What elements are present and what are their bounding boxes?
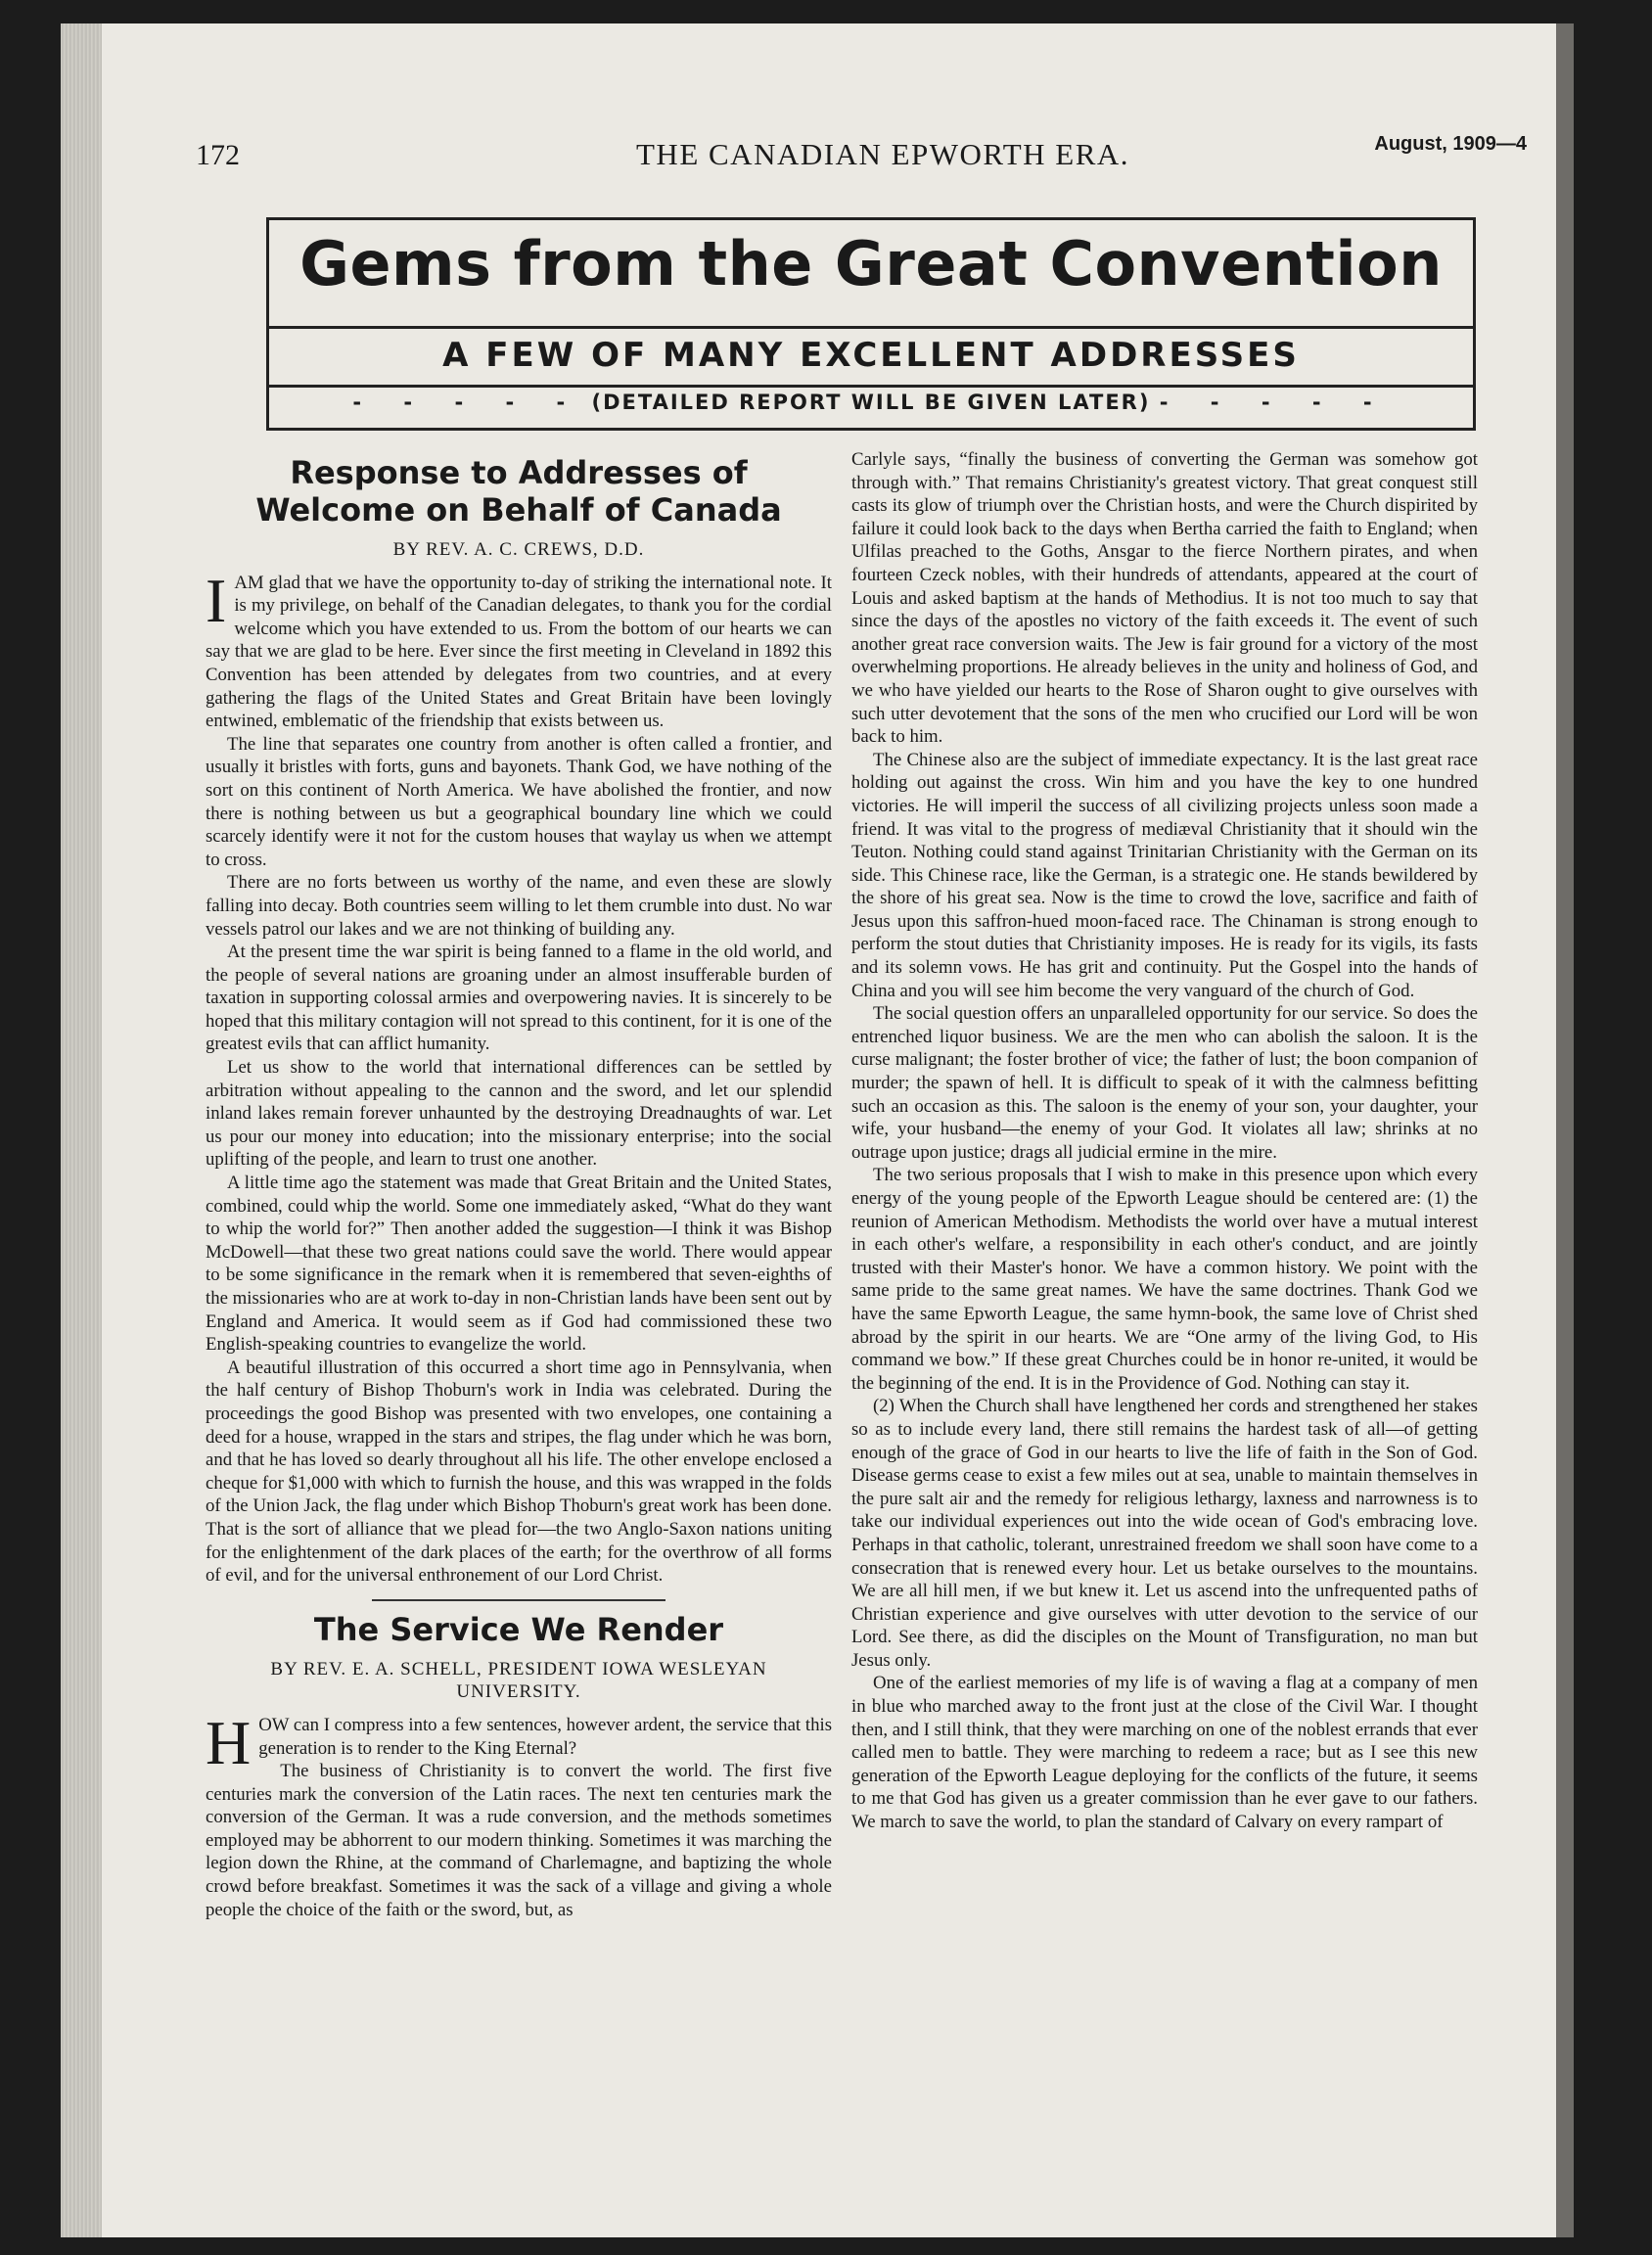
running-header bbox=[196, 133, 1527, 176]
article1-paragraph: The line that separates one country from another is often called a frontier, and usually it bristles with forts, guns and bayonets. Thank God, we have nothing of the sort on this continent of North America. We have abolished the frontier, and now there is nothing between us but a geographical boundary line which we could scarcely identify were it not for the custom houses that waylay us when we attempt to cross. bbox=[206, 733, 832, 870]
banner-subtitle: A FEW OF MANY EXCELLENT ADDRESSES bbox=[442, 336, 1300, 375]
article2-byline: BY REV. E. A. SCHELL, PRESIDENT IOWA WESLEYAN UNIVERSITY. bbox=[270, 1658, 767, 1703]
article2-paragraph: The Chinese also are the subject of immediate expectancy. It is the last great race holding out against the cross. Win him and you have the key to one hundred victories. He will imperil the success of all civilizing projects unless soon made a friend. It was vital to the progress of mediæval Christianity that it should win the Teuton. Nothing could stand against Trinitarian Christianity with the German on its side. This Chinese race, like the German, is a strategic one. He stands bewildered by the shore of his great sea. Now is the time to crowd the love, sacrifice and faith of Jesus upon this saffron-hued moon-faced race. The Chinaman is strong enough to perform the stout duties that Christianity imposes. He is ready for its vigils, its fasts and its solemn vows. He has grit and continuity. Put the Gospel into the hands of China and you will see him become the very vanguard of the church of God. bbox=[851, 749, 1478, 1001]
binding-edge bbox=[61, 23, 102, 2237]
dropcap: H bbox=[206, 1707, 252, 1777]
article1-paragraph: A little time ago the statement was made that Great Britain and the United States, combined, could whip the world. Some one immediately asked, “What do they want to whip the world for?” Then another added the suggestion—I think it was Bishop McDowell—that these two great nations could save the world. There would appear to be some significance in the remark when it is remembered that seven-eighths of the missionaries who are at work to-day in non-Christian lands have been sent out by England and America. It would seem as if God had commissioned these two English-speaking countries to evangelize the world. bbox=[206, 1173, 832, 1356]
page-edge-shadow bbox=[1556, 23, 1574, 2237]
article1-paragraph: At the present time the war spirit is being fanned to a flame in the old world, and the people of several nations are groaning under an almost insufferable burden of taxation in supporting colossal armies and overpowering navies. It is sincerely to be hoped that this military contagion will not spread to this continent, for it is one of the greatest evils that can afflict humanity. bbox=[206, 942, 832, 1055]
article1-title: Response to Addresses of Welcome on Behalf of Canada bbox=[255, 454, 782, 529]
article2-paragraph: (2) When the Church shall have lengthened her cords and strengthened her stakes so as to include every land, there still remains the hardest task of all—of getting enough of the grace of God in our hearts to live the life of faith in the Son of God. Disease germs cease to exist a few miles out at sea, unable to maintain themselves in the pure salt air and the remedy for religious lethargy, laxness and narrowness is to take our individual experiences out into the wide ocean of God's embracing love. Perhaps in that catholic, tolerant, unrestrained freedom we shall soon have come to a consecration that is renewed every hour. Let us betake ourselves to the mountains. We are all hill men, if we but knew it. Let us ascend into the unfrequented paths of Christian experience and give ourselves with utter devotion to the service of our Lord. See there, as did the disciples on the Mount of Transfiguration, no man but Jesus only. bbox=[851, 1396, 1478, 1671]
banner-title: Gems from the Great Convention bbox=[299, 228, 1443, 299]
article2-paragraph: HOW can I compress into a few sentences, however ardent, the service that this generation is to render to the King Eternal? bbox=[206, 1707, 832, 1777]
banner-dots-left: - - - - - bbox=[352, 391, 583, 414]
article1-paragraph: Let us show to the world that international differences can be settled by arbitration without appealing to the cannon and the sword, and let our splendid inland lakes remain forever unhaunted by the destroying Dreadnaughts of war. Let us pour our money into education; into the missionary enterprise; into the social uplifting of the people, and learn to trust one another. bbox=[206, 1057, 832, 1171]
running-title: THE CANADIAN EPWORTH ERA. bbox=[636, 137, 1130, 171]
article2-paragraph: The business of Christianity is to convert the world. The first five centuries mark the conversion of the Latin races. The next ten centuries mark the conversion of the German. It was a rude conversion, and the methods sometimes employed may be abhorrent to our modern thinking. Sometimes it was marching the legion down the Rhine, at the command of Charlemagne, and baptizing the whole crowd before breakfast. Sometimes it was the sack of a village and giving a whole people the choice of the faith or the sword, but, as bbox=[206, 1761, 832, 1920]
article2-paragraph: Carlyle says, “finally the business of converting the German was somehow got through with.” That remains Christianity's greatest victory. That great conquest still casts its glow of triumph over the Christian hosts, and were the Church dispirited by failure it could look back to the days when Bertha carried the faith to England; when Ulfilas preached to the Goths, Ansgar to the fierce Northern pirates, and when fourteen Czeck nobles, with their hundreds of attendants, appeared at the court of Louis and asked baptism at the hands of Methodius. It is not too much to say that since the days of the apostles no victory of the faith exceeds it. The event of such another great race conversion waits. The Jew is fair ground for a victory of the most overwhelming proportions. He already believes in the unity and holiness of God, and we who have yielded our hearts to the Rose of Sharon ought to give ourselves with such utter devotement that the sons of the men who crucified our Lord will be won back to him. bbox=[851, 449, 1478, 748]
banner-rule bbox=[269, 385, 1473, 388]
left-column bbox=[206, 448, 832, 2210]
article2-paragraph: The two serious proposals that I wish to make in this presence upon which every energy of the young people of the Epworth League should be centered are: (1) the reunion of American Methodism. Methodists the world over have a mutual interest in each other's welfare, a responsibility in each other's conduct, and are jointly trusted with their Master's honor. We have a common history. We point with the same pride to the same great names. We have the same doctrines. Thank God we have the same Epworth League, the same hymn-book, the same love of Christ shed abroad by the spirit in our hearts. We are “One army of the living God, to His command we bow.” If these great Churches could be in honor re-united, it would be the beginning of the end. It is in the Providence of God. Nothing can stay it. bbox=[851, 1165, 1478, 1394]
dropcap: I bbox=[206, 565, 227, 635]
banner-note-line bbox=[269, 391, 1473, 414]
article1-paragraph: A beautiful illustration of this occurred a short time ago in Pennsylvania, when the half century of Bishop Thoburn's work in India was celebrated. During the proceedings the good Bishop was presented with two envelopes, one containing a deed for a house, wrapped in the stars and stripes, the flag under which he was born, and that he has loved so dearly throughout all his life. The other envelope enclosed a cheque for $1,000 with which to furnish the house, and this was wrapped in the folds of the Union Jack, the flag under which Bishop Thoburn's great work has been done. That is the sort of alliance that we plead for—the two Anglo-Saxon nations uniting for the enlightenment of the dark places of the earth; for the overthrow of all forms of evil, and for the universal enthronement of our Lord Christ. bbox=[206, 1357, 832, 1587]
banner-rule bbox=[269, 326, 1473, 329]
banner-dots-right: - - - - - bbox=[1159, 391, 1390, 414]
article2-paragraph: The social question offers an unparalleled opportunity for our service. So does the entrenched liquor business. We are the men who can abolish the saloon. It is the curse malignant; the foster brother of vice; the father of lust; the boon companion of murder; the spawn of hell. It is difficult to speak of it with the calmness befitting such an occasion as this. The saloon is the enemy of your son, your daughter, your wife, your husband—the enemy of your God. It violates all law; shrinks at no outrage upon justice; drags all judicial ermine in the mire. bbox=[851, 1003, 1478, 1163]
article1-paragraph: IAM glad that we have the opportunity to-day of striking the international note. It is my privilege, on behalf of the Canadian delegates, to thank you for the cordial welcome which you have extended to us. From the bottom of our hearts we can say that we are glad to be here. Ever since the first meeting in Cleveland in 1892 this Convention has been attended by delegates from two countries, and at every gathering the flags of the United States and Great Britain have been lovingly entwined, emblematic of the friendship that exists between us. bbox=[206, 565, 832, 732]
magazine-page bbox=[61, 23, 1574, 2237]
article1-paragraph: There are no forts between us worthy of the name, and even these are slowly falling into decay. Both countries seem willing to let them crumble into dust. No war vessels patrol our lakes and we are not thinking of building any. bbox=[206, 872, 832, 940]
right-column bbox=[851, 448, 1478, 2210]
article2-title: The Service We Render bbox=[313, 1610, 724, 1648]
article2-paragraph: One of the earliest memories of my life is of waving a flag at a company of men in blue who marched away to the front just at the close of the Civil War. I thought then, and I still think, that they were marching on one of the noblest errands that ever called men to battle. They were marching to redeem a race; but as I see this new generation of the Epworth League deploying for the conflicts of the future, it seems to me that God has given us a greater commission than he ever gave to our fathers. We march to save the world, to plan the standard of Calvary on every rampart of bbox=[851, 1673, 1478, 1833]
page-number: 172 bbox=[196, 139, 240, 171]
article-divider bbox=[372, 1599, 665, 1601]
feature-banner bbox=[266, 217, 1476, 431]
article1-byline: BY REV. A. C. CREWS, D.D. bbox=[392, 539, 645, 560]
issue-date: August, 1909—4 bbox=[1374, 133, 1527, 155]
banner-note: (DETAILED REPORT WILL BE GIVEN LATER) bbox=[591, 391, 1151, 414]
